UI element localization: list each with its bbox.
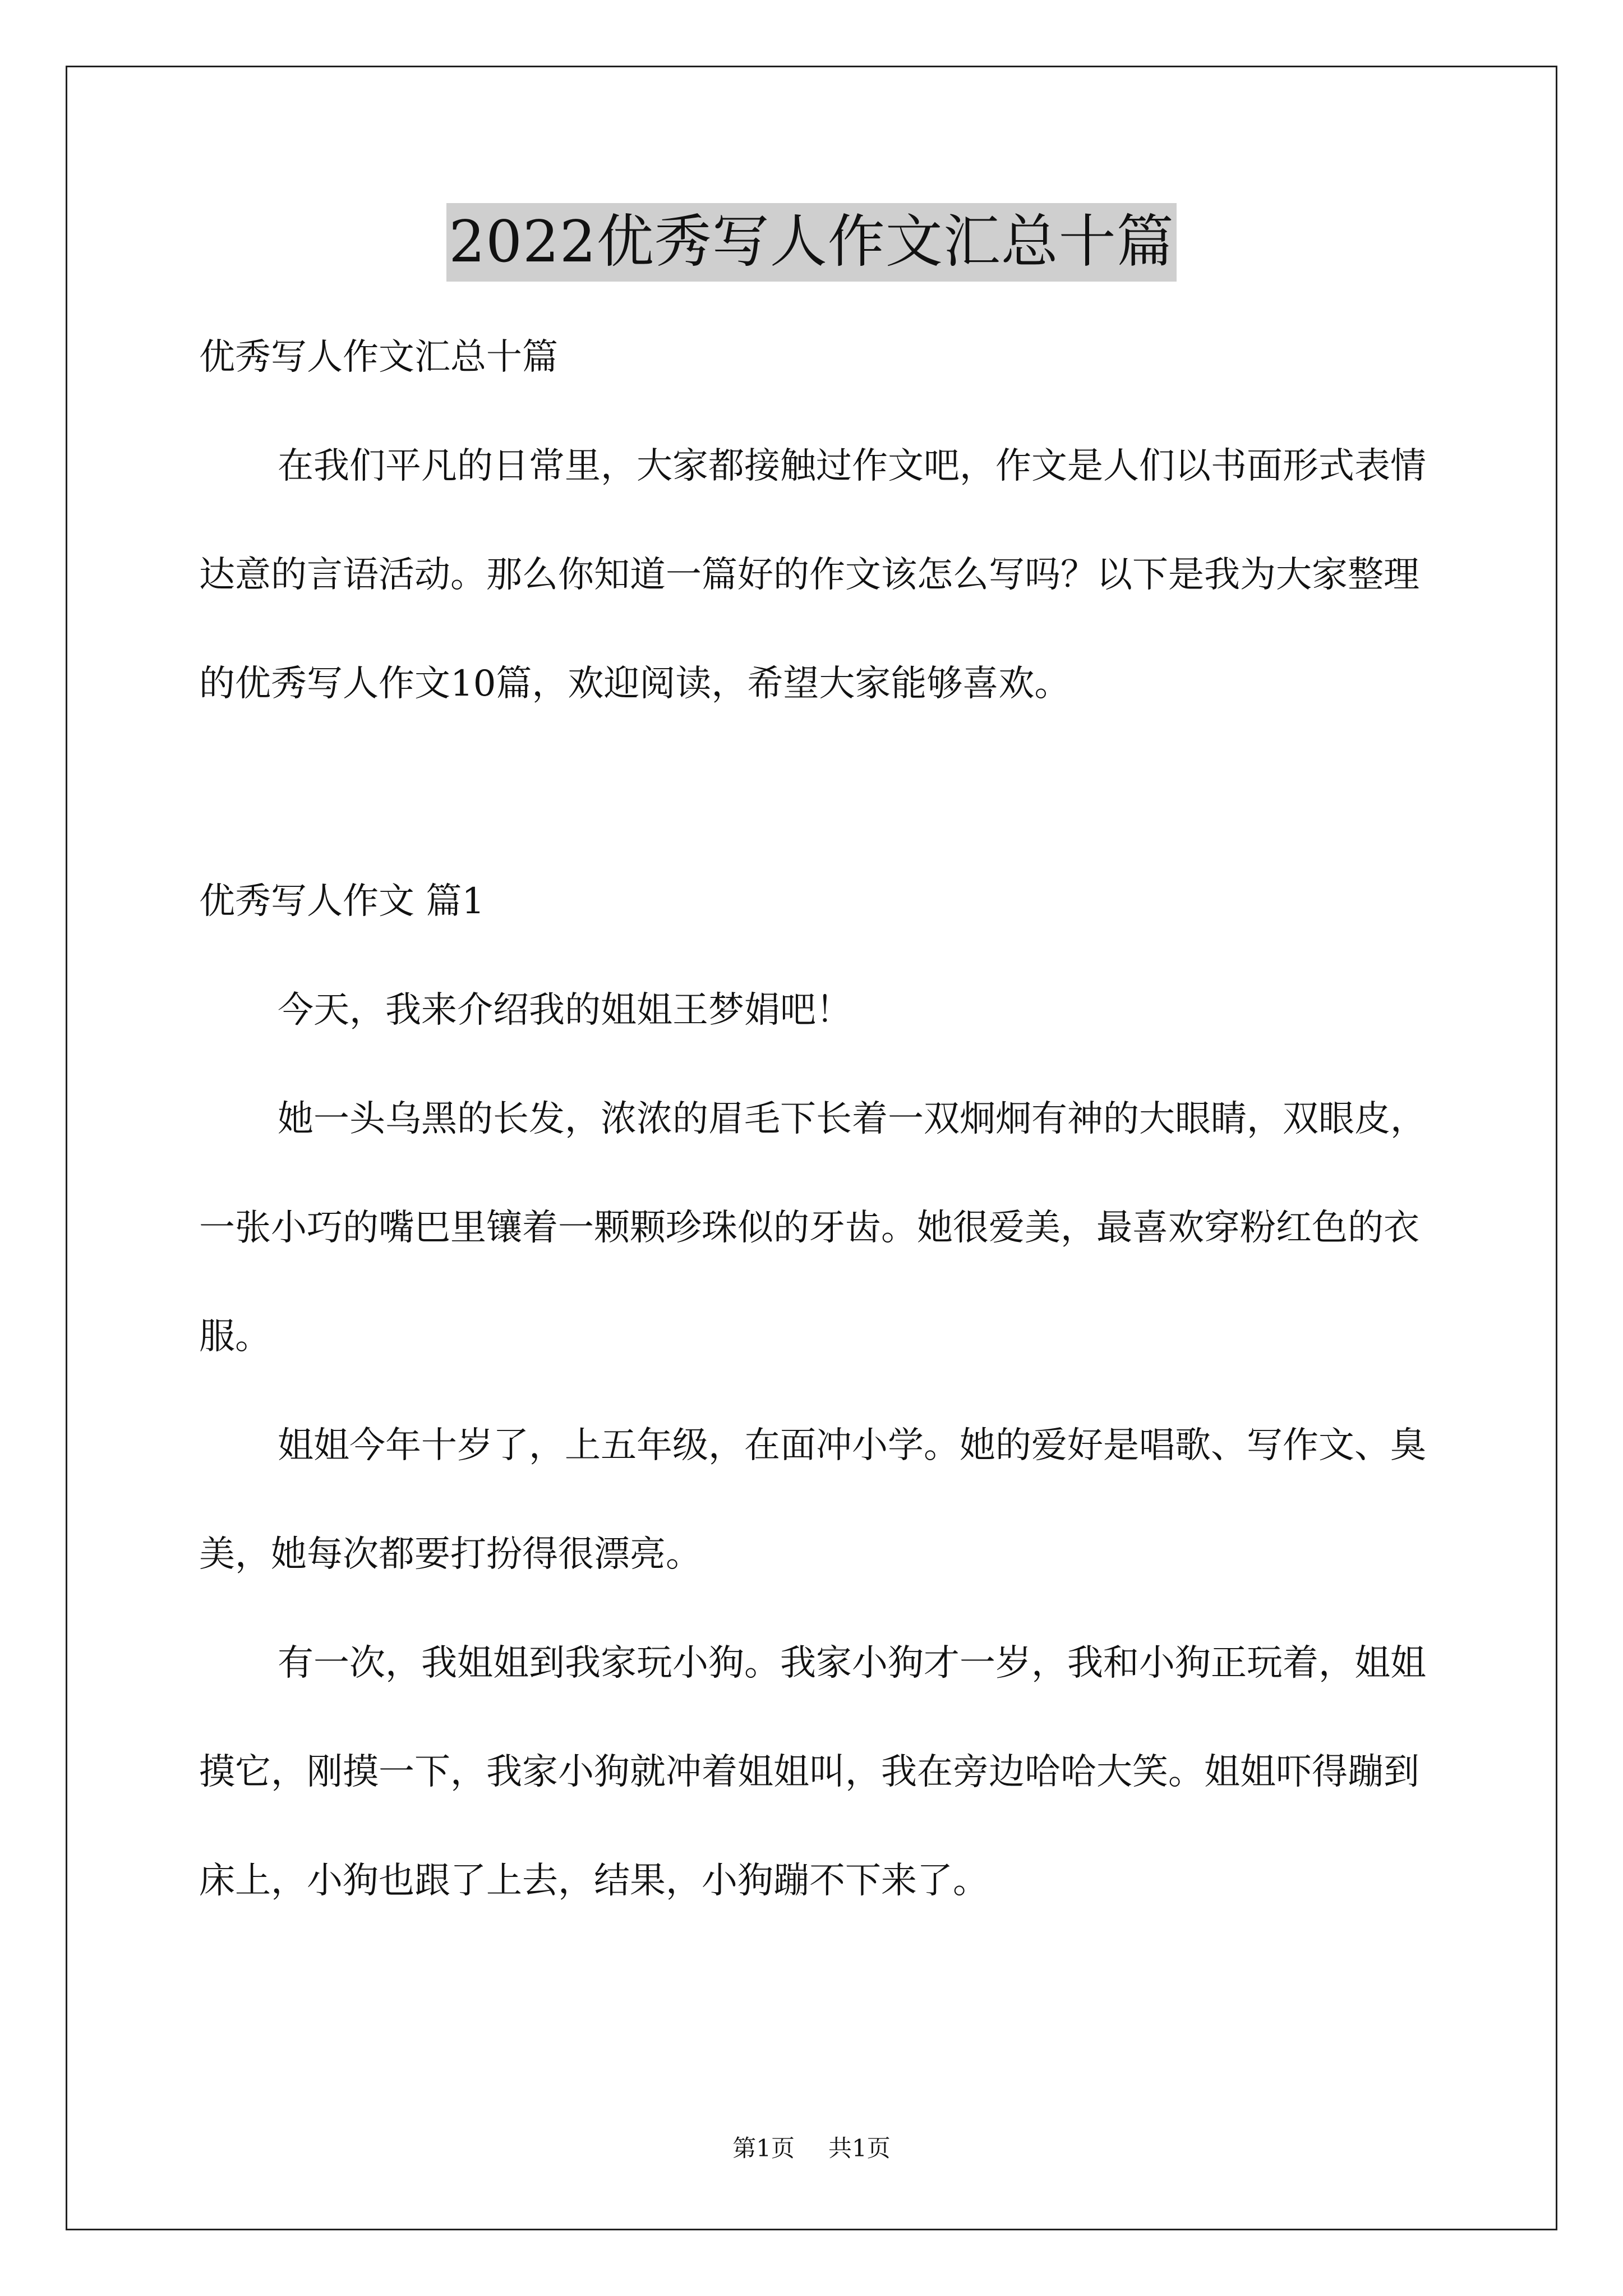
section-heading: 优秀写人作文 篇1 [199,881,485,922]
section-spacer [199,738,1430,847]
body-paragraph: 今天，我来介绍我的姐姐王梦娟吧！ [278,990,852,1031]
intro-paragraph: 在我们平凡的日常里，大家都接触过作文吧，作文是人们以书面形式表情达意的言语活动。那么你知道一篇好的作文该怎么写吗？以下是我为大家整理的优秀写人作文10篇，欢迎阅读，希望大家能够喜欢。 [199,445,1426,705]
title-container [0,203,1623,282]
page-footer [0,2132,1623,2165]
subtitle: 优秀写人作文汇总十篇 [199,337,558,378]
page-total: 共1页 [828,2134,891,2162]
body-paragraph: 她一头乌黑的长发，浓浓的眉毛下长着一双炯炯有神的大眼睛，双眼皮，一张小巧的嘴巴里镶着一颗颗珍珠似的牙齿。她很爱美，最喜欢穿粉红色的衣服。 [199,1098,1426,1358]
document-title: 2022优秀写人作文汇总十篇 [446,203,1177,282]
body-paragraph: 有一次，我姐姐到我家玩小狗。我家小狗才一岁，我和小狗正玩着，姐姐摸它，刚摸一下，我家小狗就冲着姐姐叫，我在旁边哈哈大笑。姐姐吓得蹦到床上，小狗也跟了上去，结果，小狗蹦不下来了。 [199,1642,1426,1902]
body-paragraph: 姐姐今年十岁了，上五年级，在面冲小学。她的爱好是唱歌、写作文、臭美，她每次都要打扮得很漂亮。 [199,1425,1426,1575]
page-number: 第1页 [732,2134,795,2162]
document-body [199,303,1430,1935]
